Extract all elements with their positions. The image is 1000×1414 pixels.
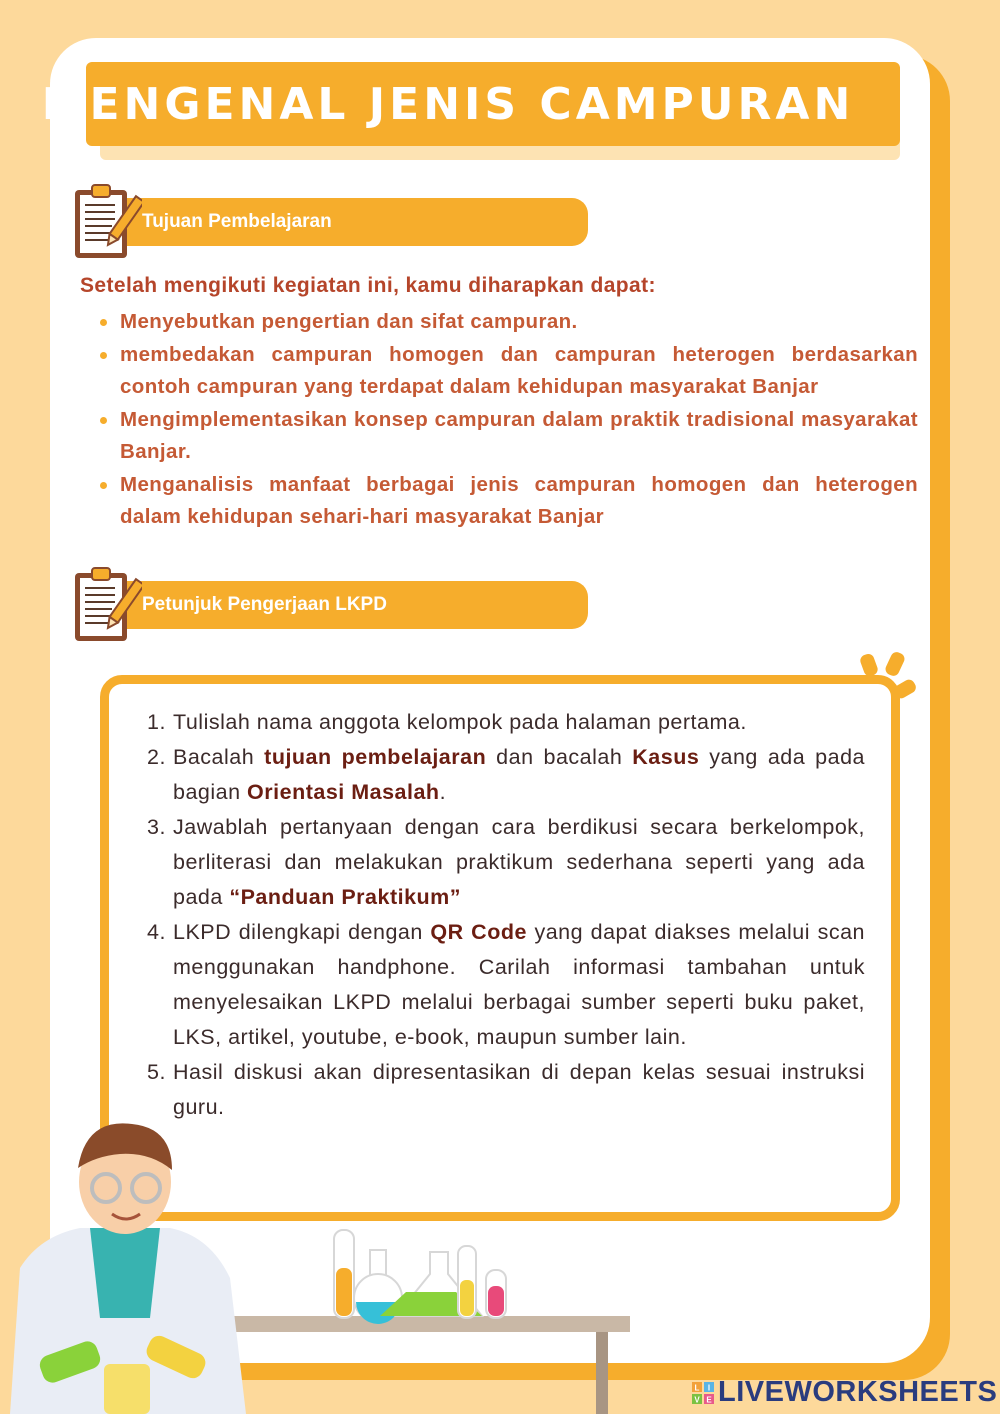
page-title: MENGENAL JENIS CAMPURAN xyxy=(41,78,855,130)
title-banner xyxy=(41,62,900,146)
brand-logo xyxy=(692,1382,714,1404)
clipboard-icon xyxy=(72,182,142,262)
clipboard-icon xyxy=(72,565,142,645)
brand-footer xyxy=(692,1376,997,1409)
step-item: 4. LKPD dilengkapi dengan QR Code yang dapat diakses melalui scan menggunakan handphone. Carilah informasi tambahan untuk menyelesaikan LKPD melalui berbagai sumber seperti buku paket, LKS, artikel, youtube, e-book, maupun sumber lain. xyxy=(147,920,865,1049)
goal-item: Mengimplementasikan konsep campuran dalam praktik tradisional masyarakat Banjar. xyxy=(120,404,918,469)
lab-flasks-illustration xyxy=(200,1210,640,1414)
svg-text:I: I xyxy=(707,1383,711,1392)
svg-text:E: E xyxy=(706,1395,712,1404)
svg-text:V: V xyxy=(694,1395,700,1404)
goal-item: Menganalisis manfaat berbagai jenis campuran homogen dan heterogen dalam kehidupan sehari-hari masyarakat Banjar xyxy=(120,469,918,534)
sparkle-icon xyxy=(858,648,922,708)
goal-item: membedakan campuran homogen dan campuran heterogen berdasarkan contoh campuran yang terdapat dalam kehidupan masyarakat Banjar xyxy=(120,339,918,404)
step-item: 5. Hasil diskusi akan dipresentasikan di depan kelas sesuai instruksi guru. xyxy=(147,1060,865,1119)
section-label-petunjuk: Petunjuk Pengerjaan LKPD xyxy=(142,594,387,615)
svg-text:L: L xyxy=(694,1383,700,1392)
goal-item: Menyebutkan pengertian dan sifat campuran. xyxy=(120,306,918,339)
section-label-tujuan: Tujuan Pembelajaran xyxy=(142,211,332,232)
step-item: 3. Jawablah pertanyaan dengan cara berdikusi secara berkelompok, berliterasi dan melakukan praktikum sederhana seperti yang ada pada “Panduan Praktikum” xyxy=(147,815,865,909)
scientist-illustration xyxy=(0,1118,250,1414)
step-item: 1. Tulislah nama anggota kelompok pada halaman pertama. xyxy=(147,710,747,734)
step-item: 2. Bacalah tujuan pembelajaran dan bacalah Kasus yang ada pada bagian Orientasi Masalah. xyxy=(147,745,865,804)
goals-intro: Setelah mengikuti kegiatan ini, kamu diharapkan dapat: xyxy=(80,274,656,297)
instruction-steps xyxy=(147,705,865,1125)
brand-logo-icon xyxy=(692,1382,714,1404)
brand-name[interactable]: LIVEWORKSHEETS xyxy=(718,1376,998,1408)
goal-list xyxy=(120,306,918,534)
